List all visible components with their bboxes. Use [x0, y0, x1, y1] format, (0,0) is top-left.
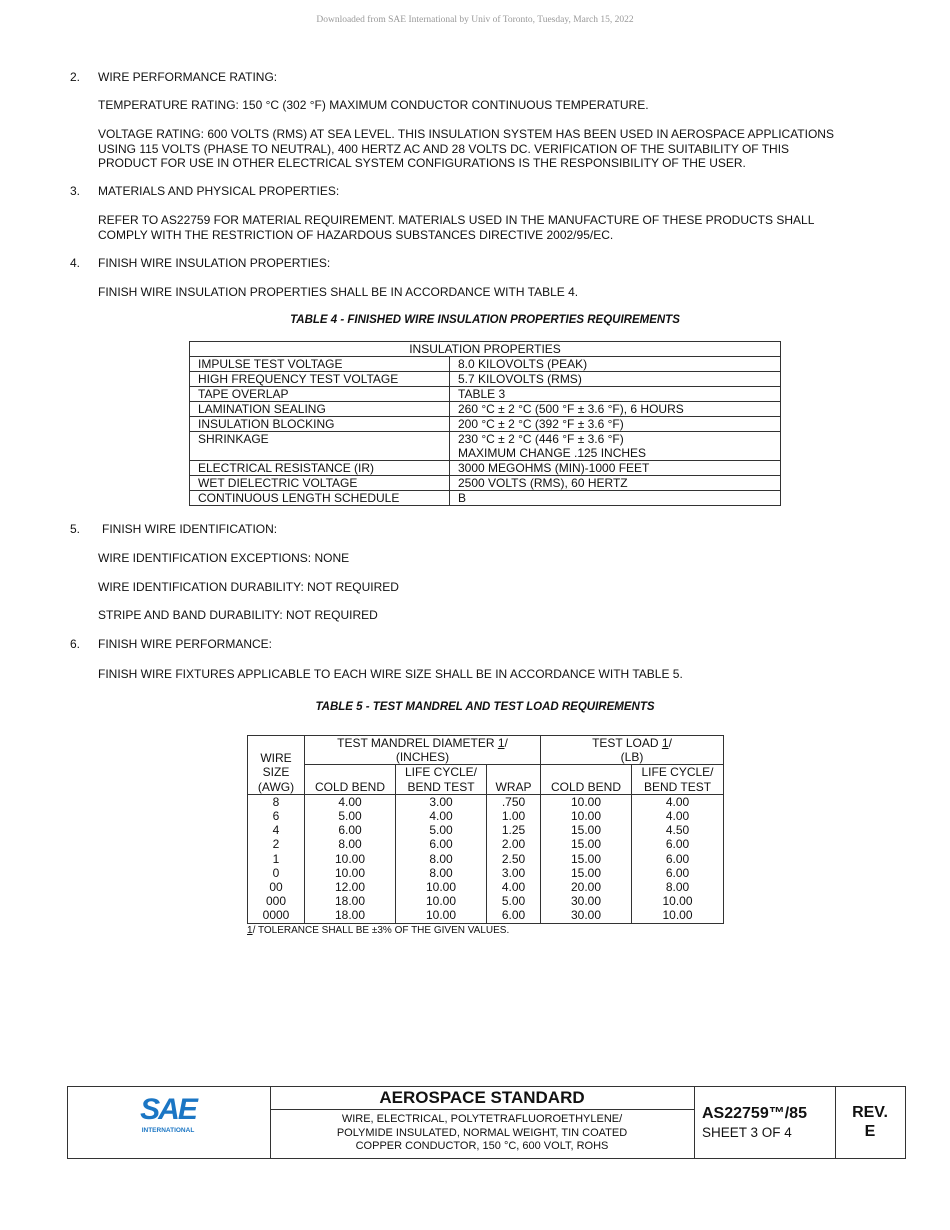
section-heading: FINISH WIRE INSULATION PROPERTIES:	[98, 256, 331, 270]
download-note: Downloaded from SAE International by Univ of Toronto, Tuesday, March 15, 2022	[316, 15, 634, 25]
section-number: 2.	[70, 70, 81, 84]
document-number: AS22759™/85	[702, 1105, 807, 1122]
wire-size-header: WIRE SIZE (AWG)	[248, 736, 305, 795]
standard-title: AEROSPACE STANDARD	[270, 1087, 694, 1110]
section-heading: WIRE PERFORMANCE RATING:	[98, 70, 278, 84]
title-block	[67, 1086, 906, 1159]
paragraph: FINISH WIRE FIXTURES APPLICABLE TO EACH WIRE SIZE SHALL BE IN ACCORDANCE WITH TABLE 5.	[98, 667, 683, 681]
revision: REV. E	[852, 1104, 888, 1140]
document-description: WIRE, ELECTRICAL, POLYTETRAFLUOROETHYLENE/ POLYMIDE INSULATED, NORMAL WEIGHT, TIN COATED COPPER CONDUCTOR, 150 °C, 600 VOLT, ROHS	[336, 1113, 628, 1152]
life-cycle-column: 3.00 4.00 5.00 6.00 8.00 8.00 10.00 10.00 10.00	[396, 794, 487, 923]
paragraph: WIRE IDENTIFICATION EXCEPTIONS: NONE	[98, 551, 350, 565]
section-number: 4.	[70, 256, 81, 270]
section-heading: FINISH WIRE IDENTIFICATION:	[102, 522, 278, 536]
table-row: ELECTRICAL RESISTANCE (IR) 3000 MEGOHMS (MIN)-1000 FEET	[190, 461, 781, 476]
section-number: 3.	[70, 184, 81, 198]
table5-caption: TABLE 5 - TEST MANDREL AND TEST LOAD REQUIREMENTS	[315, 701, 655, 713]
mandrel-header: TEST MANDREL DIAMETER 1/ (INCHES)	[305, 736, 541, 765]
table5-footnote: 1/ TOLERANCE SHALL BE ±3% OF THE GIVEN VALUES.	[247, 925, 510, 936]
load-cold-bend-column: 10.00 10.00 15.00 15.00 15.00 15.00 20.00 30.00 30.00	[541, 794, 632, 923]
paragraph: STRIPE AND BAND DURABILITY: NOT REQUIRED	[98, 608, 378, 622]
table-row: CONTINUOUS LENGTH SCHEDULE B	[190, 491, 781, 506]
table4-header: INSULATION PROPERTIES	[190, 342, 781, 357]
table5	[247, 735, 724, 924]
paragraph: VOLTAGE RATING: 600 VOLTS (RMS) AT SEA LEVEL. THIS INSULATION SYSTEM HAS BEEN USED IN AEROSPACE APPLICATIONS USING 115 VOLTS (PHASE TO NEUTRAL), 400 HERTZ AC AND 28 VOLTS DC. VERIFICATION OF THE SUITABILITY OF THIS PRODUCT FOR USE IN OTHER ELECTRICAL SYSTEM CONFIGURATIONS IS THE RESPONSIBILITY OF THE USER.	[98, 127, 834, 170]
paragraph: FINISH WIRE INSULATION PROPERTIES SHALL BE IN ACCORDANCE WITH TABLE 4.	[98, 285, 579, 299]
wire-size-column: 8 6 4 2 1 0 00 000 0000	[248, 794, 305, 923]
section-heading: FINISH WIRE PERFORMANCE:	[98, 637, 273, 651]
paragraph: TEMPERATURE RATING: 150 °C (302 °F) MAXIMUM CONDUCTOR CONTINUOUS TEMPERATURE.	[98, 98, 649, 112]
load-header: TEST LOAD 1/ (LB)	[541, 736, 724, 765]
wrap-column: .750 1.00 1.25 2.00 2.50 3.00 4.00 5.00 6.00	[487, 794, 541, 923]
table-row: WET DIELECTRIC VOLTAGE 2500 VOLTS (RMS), 60 HERTZ	[190, 476, 781, 491]
table-row: SHRINKAGE 230 °C ± 2 °C (446 °F ± 3.6 °F)	[190, 432, 781, 447]
description-cell	[270, 1087, 695, 1158]
paragraph: REFER TO AS22759 FOR MATERIAL REQUIREMENT. MATERIALS USED IN THE MANUFACTURE OF THESE PRODUCTS SHALL COMPLY WITH THE RESTRICTION OF HAZARDOUS SUBSTANCES DIRECTIVE 2002/95/EC.	[98, 213, 815, 242]
section-number: 6.	[70, 637, 81, 651]
table-row: INSULATION BLOCKING 200 °C ± 2 °C (392 °F ± 3.6 °F)	[190, 417, 781, 432]
sheet-number: SHEET 3 OF 4	[702, 1125, 792, 1140]
section-number: 5.	[70, 522, 81, 536]
table-row: TAPE OVERLAP TABLE 3	[190, 387, 781, 402]
life-cycle-header: LIFE CYCLE/ BEND TEST	[396, 765, 487, 794]
cold-bend-column: 4.00 5.00 6.00 8.00 10.00 10.00 12.00 18.00 18.00	[305, 794, 396, 923]
cold-bend-header: COLD BEND	[305, 765, 396, 794]
table-row: HIGH FREQUENCY TEST VOLTAGE 5.7 KILOVOLTS (RMS)	[190, 372, 781, 387]
sae-logo: SAE INTERNATIONAL	[140, 1093, 196, 1134]
table4	[189, 341, 781, 506]
revision-cell	[835, 1087, 905, 1158]
table-row: IMPULSE TEST VOLTAGE 8.0 KILOVOLTS (PEAK)	[190, 357, 781, 372]
section-heading: MATERIALS AND PHYSICAL PROPERTIES:	[98, 184, 340, 198]
wrap-header: WRAP	[487, 765, 541, 794]
cold-bend-load-header: COLD BEND	[541, 765, 632, 794]
load-life-cycle-column: 4.00 4.00 4.50 6.00 6.00 6.00 8.00 10.00 10.00	[632, 794, 724, 923]
table4-caption: TABLE 4 - FINISHED WIRE INSULATION PROPERTIES REQUIREMENTS	[290, 314, 680, 326]
life-cycle-load-header: LIFE CYCLE/ BEND TEST	[632, 765, 724, 794]
logo-cell	[68, 1087, 271, 1158]
table-row: LAMINATION SEALING 260 °C ± 2 °C (500 °F ± 3.6 °F), 6 HOURS	[190, 402, 781, 417]
paragraph: WIRE IDENTIFICATION DURABILITY: NOT REQUIRED	[98, 580, 399, 594]
doc-number-cell	[694, 1087, 836, 1158]
table-row: MAXIMUM CHANGE .125 INCHES	[190, 446, 781, 461]
